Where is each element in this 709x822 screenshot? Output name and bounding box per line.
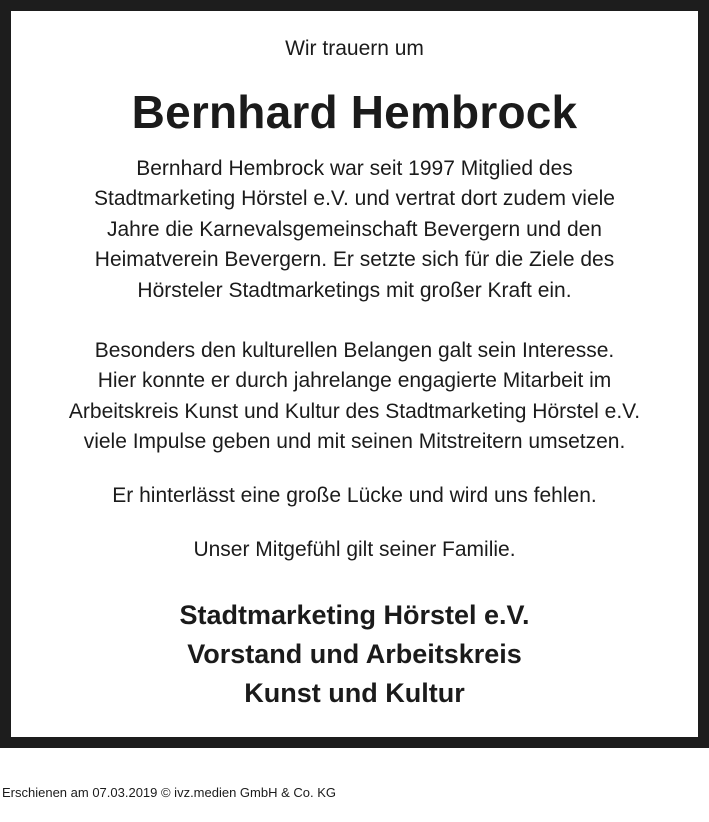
signature-line: Stadtmarketing Hörstel e.V. [179, 600, 530, 630]
text-line: Jahre die Karnevalsgemeinschaft Bevergern und den [107, 217, 602, 241]
text-line: viele Impulse geben und mit seinen Mitstreitern umsetzen. [83, 430, 626, 454]
text-line: Besonders den kulturellen Belangen galt sein Interesse. [94, 339, 615, 362]
text-line: Unser Mitgefühl gilt seiner Familie. [193, 538, 516, 561]
text-line: Heimatverein Bevergern. Er setzte sich für die Ziele des [94, 248, 615, 272]
paragraph-culture [11, 336, 698, 458]
signature-line: Vorstand und Arbeitskreis [187, 639, 522, 669]
paragraph-condolence [11, 535, 698, 565]
paragraph-loss [11, 481, 698, 511]
text-line: Hier konnte er durch jahrelange engagierte Mitarbeit im [97, 369, 612, 393]
text-line: Stadtmarketing Hörstel e.V. und vertrat dort zudem viele [94, 187, 615, 211]
text-line: Hörsteler Stadtmarketings mit großer Kraft ein. [137, 278, 572, 302]
text-line: Arbeitskreis Kunst und Kultur des Stadtmarketing Hörstel e.V. [68, 399, 641, 423]
signature-block [11, 596, 698, 713]
signature-line: Kunst und Kultur [244, 678, 465, 708]
publication-footer: Erschienen am 07.03.2019 © ivz.medien GmbH & Co. KG [2, 785, 337, 800]
text-line: Bernhard Hembrock war seit 1997 Mitglied des [136, 157, 573, 180]
deceased-name: Bernhard Hembrock [131, 86, 578, 138]
intro-text: Wir trauern um [285, 37, 424, 60]
paragraph-membership [11, 154, 698, 306]
text-line: Er hinterlässt eine große Lücke und wird uns fehlen. [112, 484, 597, 507]
